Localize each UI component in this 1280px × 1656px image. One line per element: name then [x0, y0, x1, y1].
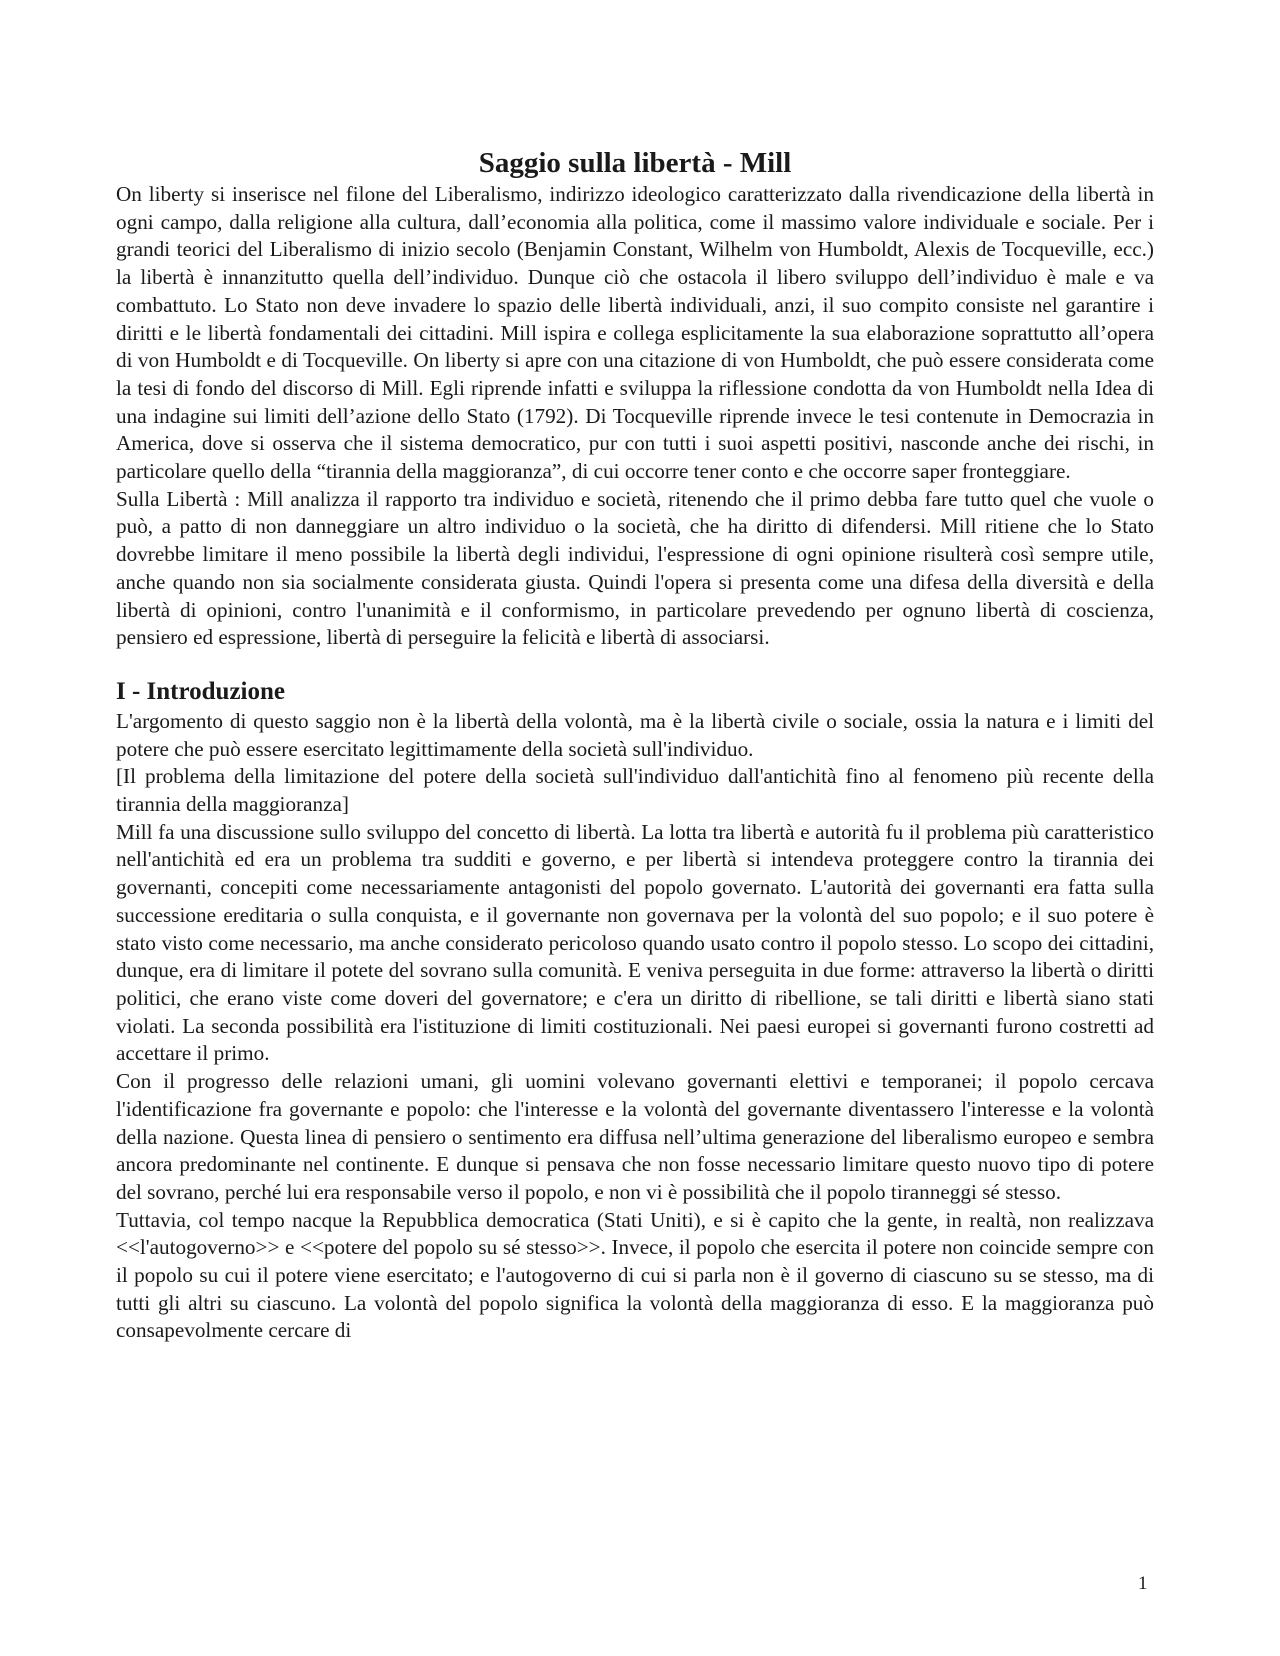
- document-title: Saggio sulla libertà - Mill: [478, 147, 792, 179]
- section-paragraph: Mill fa una discussione sullo sviluppo del concetto di libertà. La lotta tra libertà e autorità fu il problema più caratteristico nell'antichità ed era un problema tra sudditi e governo, e per libertà si intendeva proteggere contro la tirannia dei governanti, concepiti come necessariamente antagonisti del popolo governato. L'autorità dei governanti era fatta sulla successione ereditaria o sulla conquista, e il governante non governava per la volontà del suo popolo; e il suo potere è stato visto come necessario, ma anche considerato pericoloso quando usato contro il popolo stesso. Lo scopo dei cittadini, dunque, era di limitare il potete del sovrano sulla comunità. E veniva perseguita in due forme: attraverso la libertà o diritti politici, che erano viste come doveri del governatore; e c'era un diritto di ribellione, se tali diritti e libertà siano stati violati. La seconda possibilità era l'istituzione di limiti costituzionali. Nei paesi europei si governanti furono costretti ad accettare il primo.: [116, 819, 1154, 1066]
- section-paragraph: L'argomento di questo saggio non è la libertà della volontà, ma è la libertà civile o sociale, ossia la natura e i limiti del potere che può essere esercitato legittimamente della società sull'individuo.: [116, 708, 1154, 761]
- section-paragraph: Con il progresso delle relazioni umani, gli uomini volevano governanti elettivi e temporanei; il popolo cercava l'identificazione fra governante e popolo: che l'interesse e la volontà del governante diventassero l'interesse e la volontà della nazione. Questa linea di pensiero o sentimento era diffusa nell’ultima generazione del liberalismo europeo e sembra ancora predominante nel continente. E dunque si pensava che non fosse necessario limitare questo nuovo tipo di potere del sovrano, perché lui era responsabile verso il popolo, e non vi è possibilità che il popolo tiranneggi sé stesso.: [116, 1069, 1154, 1204]
- page-content: [116, 145, 1154, 1345]
- section-paragraph: Tuttavia, col tempo nacque la Repubblica democratica (Stati Uniti), e si è capito che la gente, in realtà, non realizzava <<l'autogoverno>> e <<potere del popolo su sé stesso>>. Invece, il popolo che esercita il potere non coincide sempre con il popolo su cui il potere viene esercitato; e l'autogoverno di cui si parla non è il governo di ciascuno su se stesso, ma di tutti gli altri su ciascuno. La volontà del popolo significa la volontà della maggioranza di esso. E la maggioranza può consapevolmente cercare di: [116, 1207, 1154, 1343]
- section-paragraph: [Il problema della limitazione del potere della società sull'individuo dall'antichità fino al fenomeno più recente della tirannia della maggioranza]: [116, 764, 1154, 817]
- page-number: 1: [1138, 1573, 1148, 1594]
- intro-paragraph: Sulla Libertà : Mill analizza il rapporto tra individuo e società, ritenendo che il primo debba fare tutto quel che vuole o può, a patto di non danneggiare un altro individuo o la società, che ha diritto di difendersi. Mill ritiene che lo Stato dovrebbe limitare il meno possibile la libertà degli individui, l'espressione di ogni opinione risulterà così sempre utile, anche quando non sia socialmente considerata giusta. Quindi l'opera si presenta come una difesa della diversità e della libertà di opinioni, contro l'unanimità e il conformismo, in particolare prevedendo per ognuno libertà di coscienza, pensiero ed espressione, libertà di perseguire la felicità e libertà di associarsi.: [116, 486, 1154, 650]
- section-heading: I - Introduzione: [116, 677, 286, 705]
- intro-paragraph: On liberty si inserisce nel filone del Liberalismo, indirizzo ideologico caratterizzato dalla rivendicazione della libertà in ogni campo, dalla religione alla cultura, dall’economia alla politica, come il massimo valore individuale e sociale. Per i grandi teorici del Liberalismo di inizio secolo (Benjamin Constant, Wilhelm von Humboldt, Alexis de Tocqueville, ecc.) la libertà è innanzitutto quella dell’individuo. Dunque ciò che ostacola il libero sviluppo dell’individuo è male e va combattuto. Lo Stato non deve invadere lo spazio delle libertà individuali, anzi, il suo compito consiste nel garantire i diritti e le libertà fondamentali dei cittadini. Mill ispira e collega esplicitamente la sua elaborazione soprattutto all’opera di von Humboldt e di Tocqueville. On liberty si apre con una citazione di von Humboldt, che può essere considerata come la tesi di fondo del discorso di Mill. Egli riprende infatti e sviluppa la riflessione condotta da von Humboldt nella Idea di una indagine sui limiti dell’azione dello Stato (1792). Di Tocqueville riprende invece le tesi contenute in Democrazia in America, dove si osserva che il sistema democratico, pur con tutti i suoi aspetti positivi, nasconde anche dei rischi, in particolare quello della “tirannia della maggioranza”, di cui occorre tener conto e che occorre saper fronteggiare.: [116, 182, 1154, 484]
